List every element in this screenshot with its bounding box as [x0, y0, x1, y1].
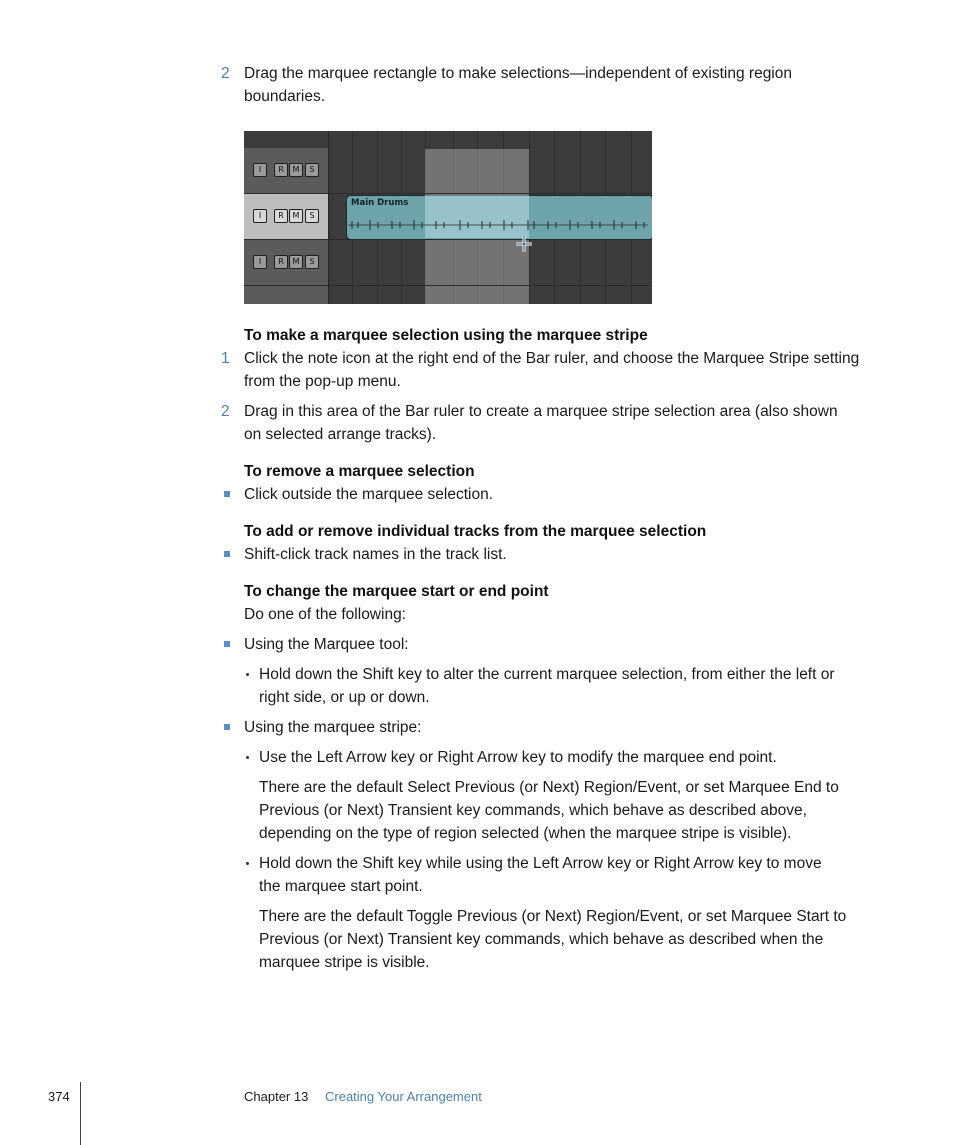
step-text: Drag the marquee rectangle to make selections—independent of existing region	[244, 65, 792, 82]
bullet-square-icon	[224, 551, 230, 557]
crosshair-cursor-icon	[515, 235, 533, 253]
section-heading: To add or remove individual tracks from the marquee selection	[244, 523, 707, 540]
region-name: Main Drums	[351, 198, 409, 208]
solo-button[interactable]: S	[305, 163, 319, 177]
body-text: There are the default Toggle Previous (or Next) Region/Event, or set Marquee Start to	[259, 908, 847, 925]
record-button[interactable]: R	[274, 209, 288, 223]
bullet-dot-icon	[246, 862, 249, 865]
sub-bullet-text: Hold down the Shift key while using the Left Arrow key or Right Arrow key to move	[259, 855, 822, 872]
step-text: boundaries.	[244, 88, 326, 105]
step-text: Click the note icon at the right end of the Bar ruler, and choose the Marquee Stripe setting	[244, 350, 860, 367]
body-text: There are the default Select Previous (or Next) Region/Event, or set Marquee End to	[259, 779, 839, 796]
solo-button[interactable]: S	[305, 255, 319, 269]
input-monitor-button[interactable]: I	[253, 163, 267, 177]
body-text: marquee stripe is visible.	[259, 954, 430, 971]
bullet-square-icon	[224, 724, 230, 730]
waveform	[348, 219, 648, 231]
track-header[interactable]	[244, 286, 328, 304]
bullet-text: Using the marquee stripe:	[244, 719, 422, 736]
bullet-square-icon	[224, 491, 230, 497]
step-number: 2	[221, 65, 230, 82]
chapter-title: Creating Your Arrangement	[325, 1089, 482, 1104]
solo-button[interactable]: S	[305, 209, 319, 223]
page-number: 374	[48, 1089, 70, 1104]
body-text: Do one of the following:	[244, 606, 406, 623]
bullet-text: Using the Marquee tool:	[244, 636, 409, 653]
body-text: depending on the type of region selected (when the marquee stripe is visible).	[259, 825, 792, 842]
step-text: on selected arrange tracks).	[244, 426, 437, 443]
body-text: Previous (or Next) Transient key commands, which behave as described above,	[259, 802, 807, 819]
section-heading: To remove a marquee selection	[244, 463, 475, 480]
mute-button[interactable]: M	[289, 255, 303, 269]
section-heading: To make a marquee selection using the marquee stripe	[244, 327, 648, 344]
record-button[interactable]: R	[274, 163, 288, 177]
footer-divider	[80, 1082, 81, 1145]
sub-bullet-text: the marquee start point.	[259, 878, 423, 895]
step-number: 1	[221, 350, 230, 367]
mute-button[interactable]: M	[289, 209, 303, 223]
track-header[interactable]	[244, 240, 328, 286]
sub-bullet-text: Use the Left Arrow key or Right Arrow key to modify the marquee end point.	[259, 749, 777, 766]
record-button[interactable]: R	[274, 255, 288, 269]
bullet-text: Click outside the marquee selection.	[244, 486, 493, 503]
bullet-dot-icon	[246, 673, 249, 676]
bullet-dot-icon	[246, 756, 249, 759]
track-header-selected[interactable]	[244, 194, 328, 240]
track-header[interactable]	[244, 148, 328, 194]
section-heading: To change the marquee start or end point	[244, 583, 549, 600]
input-monitor-button[interactable]: I	[253, 255, 267, 269]
step-number: 2	[221, 403, 230, 420]
step-text: Drag in this area of the Bar ruler to create a marquee stripe selection area (also shown	[244, 403, 838, 420]
sub-bullet-text: right side, or up or down.	[259, 689, 430, 706]
bullet-square-icon	[224, 641, 230, 647]
arrange-window-screenshot	[244, 131, 652, 304]
body-text: Previous (or Next) Transient key commands, which behave as described when the	[259, 931, 824, 948]
mute-button[interactable]: M	[289, 163, 303, 177]
sub-bullet-text: Hold down the Shift key to alter the current marquee selection, from either the left or	[259, 666, 835, 683]
region-marquee-overlay	[425, 195, 529, 238]
step-text: from the pop-up menu.	[244, 373, 401, 390]
chapter-label: Chapter 13	[244, 1089, 309, 1104]
input-monitor-button[interactable]: I	[253, 209, 267, 223]
bullet-text: Shift-click track names in the track list.	[244, 546, 507, 563]
